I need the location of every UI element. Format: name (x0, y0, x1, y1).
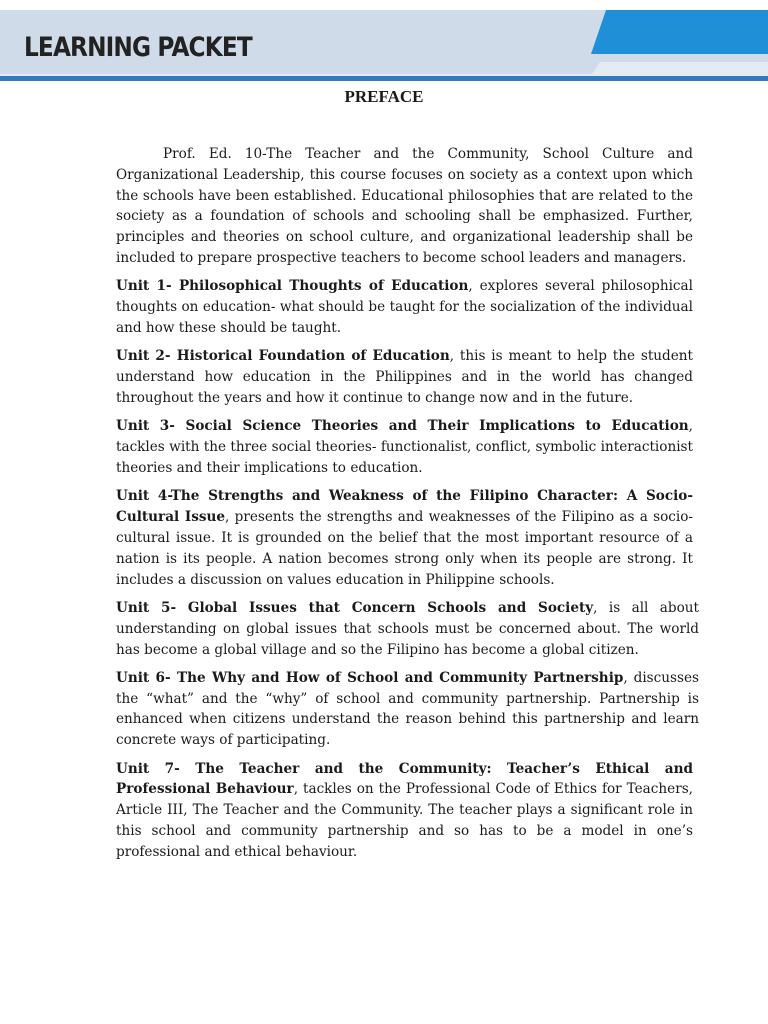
page-title: PREFACE (344, 87, 424, 106)
unit-description: , this is meant to help the student understand how education in the Philippines and in the world has changed throughout the years and how it continue to change now and in the future. (116, 348, 693, 406)
unit-title: Unit 6- The Why and How of School and Community Partnership (116, 669, 624, 686)
unit-1-paragraph (116, 276, 693, 338)
unit-3-paragraph (116, 416, 693, 478)
unit-title: Unit 1- Philosophical Thoughts of Education (116, 278, 469, 295)
unit-title: Unit 2- Historical Foundation of Education (116, 348, 450, 365)
unit-7-paragraph (116, 759, 693, 863)
unit-5-paragraph (69, 598, 699, 660)
intro-paragraph: Prof. Ed. 10-The Teacher and the Community, School Culture and Organizational Leadership, this course focuses on society as a context upon which the schools have been established. Educational philosophies that are related to the society as a foundation of schools and schooling shall be emphasized. Further, principles and theories on school culture, and organizational leadership shall be included to prepare prospective teachers to become school leaders and managers. (116, 146, 693, 266)
unit-description: , tackles with the three social theories- functionalist, conflict, symbolic interactionist theories and their implications to education. (116, 418, 693, 476)
unit-title: Unit 5- Global Issues that Concern Schools and Society (116, 599, 594, 616)
unit-description: , presents the strengths and weaknesses of the Filipino as a socio-cultural issue. It is grounded on the belief that the most important resource of a nation is its people. A nation becomes strong only when its people are strong. It includes a discussion on values education in Philippine schools. (116, 509, 694, 588)
preface-body (116, 144, 699, 863)
unit-description: , is all about understanding on global issues that schools must be concerned about. The world has become a global village and so the Filipino has become a global citizen. (116, 599, 699, 658)
banner-title: LEARNING PACKET (24, 32, 252, 63)
unit-title: Unit 3- Social Science Theories and Their Implications to Education (116, 418, 689, 435)
unit-title: Unit 7- The Teacher and the Community: Teacher’s Ethical and Professional Behaviour (116, 760, 693, 798)
learning-packet-banner (0, 10, 768, 86)
unit-title: Unit 4-The Strengths and Weakness of the Filipino Character: A Socio-Cultural Issue (116, 488, 693, 526)
unit-6-paragraph (69, 668, 699, 751)
unit-description: , explores several philosophical thoughts on education- what should be taught for the socialization of the individual and how these should be taught. (116, 278, 693, 336)
unit-description: , tackles on the Professional Code of Ethics for Teachers, Article III, The Teacher and the Community. The teacher plays a significant role in this school and community partnership and so has to be a model in one’s professional and ethical behaviour. (116, 781, 693, 860)
unit-4-paragraph (116, 486, 693, 590)
unit-2-paragraph (116, 346, 693, 408)
unit-description: , discusses the “what” and the “why” of school and community partnership. Partnership is enhanced when citizens understand the reason behind this partnership and learn concrete ways of participating. (116, 669, 699, 749)
